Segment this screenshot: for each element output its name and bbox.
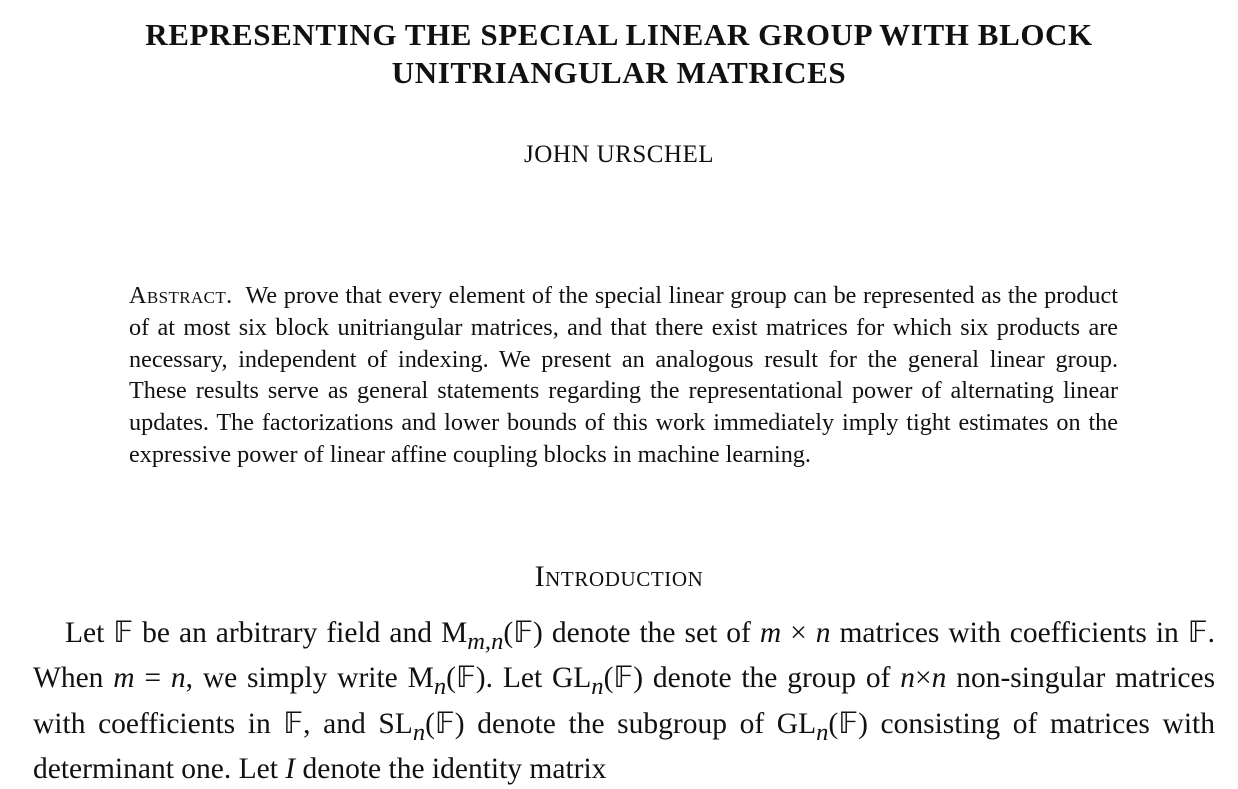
math-var: n	[815, 617, 831, 649]
intro-text: (𝔽). Let GL	[446, 662, 592, 695]
intro-text: Let	[65, 617, 105, 649]
author-name: JOHN URSCHEL	[523, 141, 715, 168]
math-var: m	[113, 662, 135, 695]
intro-text: non-singular matrices with coefficients in 𝔽, and SL	[33, 662, 1216, 740]
intro-text: denote the identity matrix	[302, 753, 607, 786]
math-op: ×	[915, 662, 932, 695]
math-subscript: m,n	[467, 627, 504, 655]
math-subscript: n	[433, 673, 447, 701]
intro-text: be an arbitrary field and M	[142, 617, 468, 649]
math-op: ×	[790, 617, 807, 649]
math-var: n	[900, 662, 915, 695]
abstract-label: Abstract.	[129, 282, 233, 309]
intro-text: , we simply write M	[185, 662, 434, 695]
abstract	[129, 280, 1118, 471]
math-var: n	[931, 662, 947, 695]
intro-paragraph	[33, 615, 1215, 789]
math-var: m	[759, 617, 782, 649]
math-var: n	[170, 662, 186, 695]
intro-text: (𝔽) denote the group of	[603, 662, 891, 695]
intro-text: (𝔽) consisting of matrices with determinant one. Let	[33, 707, 1215, 786]
abstract-text: We prove that every element of the special linear group can be represented as the product of at most six block unitriangular matrices, and that there exist matrices for which six products are necessary, independent of indexing. We present an analogous result for the general linear group. These results serve as general statements regarding the representational power of alternating linear updates. The factorizations and lower bounds of this work immediately imply tight estimates on the expressive power of linear affine coupling blocks in machine learning.	[129, 282, 1118, 468]
paper-title: REPRESENTING THE SPECIAL LINEAR GROUP WITH BLOCK UNITRIANGULAR MATRICES	[145, 17, 1093, 90]
intro-text: (𝔽) denote the set of	[503, 617, 751, 649]
field-symbol: 𝔽	[113, 617, 134, 649]
math-subscript: n	[591, 673, 604, 701]
intro-text: (𝔽) denote the subgroup of GL	[425, 707, 817, 740]
math-var: I	[285, 753, 296, 786]
math-op: =	[144, 662, 162, 695]
math-subscript: n	[412, 718, 426, 746]
section-heading: Introduction	[534, 560, 704, 593]
math-subscript: n	[816, 718, 829, 746]
intro-text: matrices with coefficients in 𝔽. When	[33, 617, 1216, 695]
